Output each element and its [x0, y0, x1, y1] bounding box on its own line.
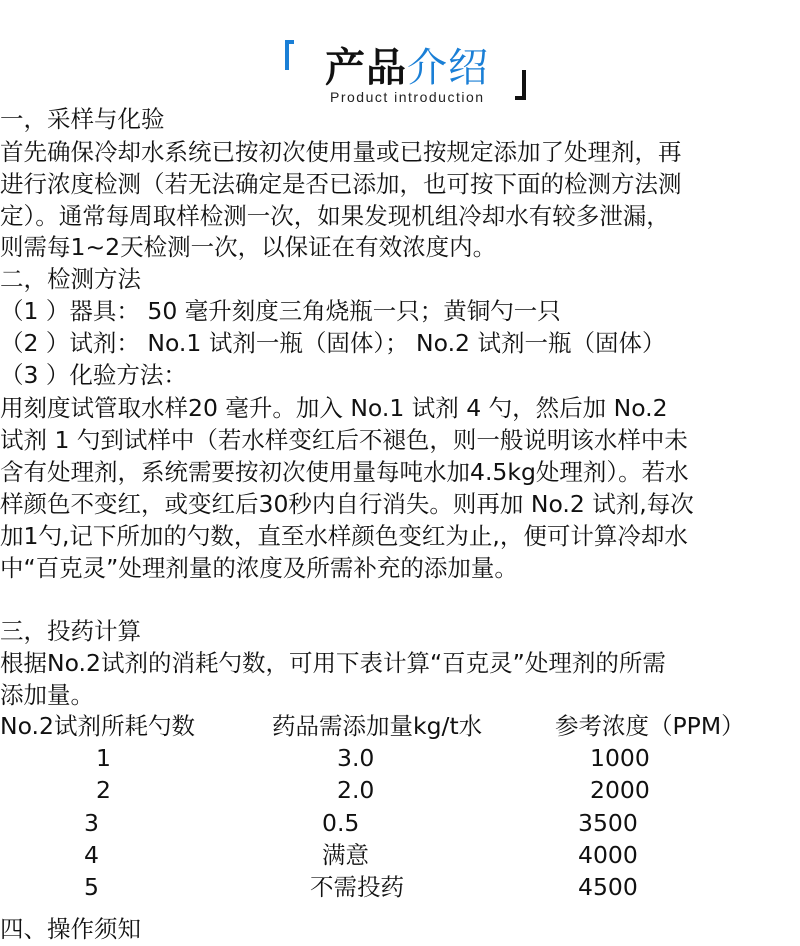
table-cell: 不需投药 — [310, 873, 404, 901]
list-item: （3 ）化验方法： — [0, 361, 187, 389]
paragraph-line: 中“百克灵”处理剂量的浓度及所需补充的添加量。 — [0, 554, 518, 582]
paragraph-line: 试剂 1 勺到试样中（若水样变红后不褪色，则一般说明该水样中未 — [0, 426, 688, 454]
paragraph-line: 加1勺,记下所加的勺数，直至水样颜色变红为止,，便可计算冷却水 — [0, 522, 688, 550]
table-cell: 0.5 — [322, 809, 360, 837]
product-intro-header — [0, 0, 800, 110]
page-title-bold: 产品 — [325, 45, 407, 91]
table-header: No.2试剂所耗勺数 — [0, 712, 195, 740]
right-bracket-decoration — [515, 70, 526, 100]
table-header: 药品需添加量kg/t水 — [272, 712, 483, 740]
list-item: （1 ）器具： 50 毫升刻度三角烧瓶一只；黄铜勺一只 — [0, 297, 561, 325]
table-cell: 5 — [84, 873, 99, 901]
table-cell: 满意 — [322, 841, 369, 869]
table-cell: 3500 — [578, 809, 638, 837]
table-cell: 4500 — [578, 873, 638, 901]
page-title — [325, 40, 489, 96]
table-cell: 2 — [96, 776, 111, 804]
section-heading: 二，检测方法 — [0, 265, 141, 293]
table-cell: 3 — [84, 809, 99, 837]
page-title-accent: 介绍 — [407, 45, 489, 91]
table-cell: 4 — [84, 841, 99, 869]
table-cell: 1000 — [590, 744, 650, 772]
table-cell: 3.0 — [337, 744, 375, 772]
paragraph-line: 用刻度试管取水样20 毫升。加入 No.1 试剂 4 勺，然后加 No.2 — [0, 394, 668, 422]
table-cell: 2.0 — [337, 776, 375, 804]
paragraph-line: 则需每1~2天检测一次，以保证在有效浓度内。 — [0, 233, 497, 261]
section-heading: 一，采样与化验 — [0, 105, 165, 133]
table-header: 参考浓度（PPM） — [555, 712, 745, 740]
paragraph-line: 定）。通常每周取样检测一次，如果发现机组冷却水有较多泄漏， — [0, 202, 670, 230]
section-heading: 四、操作须知 — [0, 915, 141, 943]
paragraph-line: 首先确保冷却水系统已按初次使用量或已按规定添加了处理剂，再 — [0, 138, 682, 166]
list-item: （2 ）试剂： No.1 试剂一瓶（固体）； No.2 试剂一瓶（固体） — [0, 329, 666, 357]
paragraph-line: 进行浓度检测（若无法确定是否已添加，也可按下面的检测方法测 — [0, 170, 682, 198]
page-subtitle: Product introduction — [330, 89, 485, 105]
section-heading: 三，投药计算 — [0, 617, 141, 645]
table-cell: 4000 — [578, 841, 638, 869]
paragraph-line: 样颜色不变红，或变红后30秒内自行消失。则再加 No.2 试剂,每次 — [0, 490, 694, 518]
paragraph-line: 添加量。 — [0, 681, 94, 709]
left-bracket-decoration — [285, 40, 294, 70]
paragraph-line: 根据No.2试剂的消耗勺数，可用下表计算“百克灵”处理剂的所需 — [0, 649, 666, 677]
table-cell: 1 — [96, 744, 111, 772]
table-cell: 2000 — [590, 776, 650, 804]
paragraph-line: 含有处理剂，系统需要按初次使用量每吨水加4.5kg处理剂）。若水 — [0, 458, 689, 486]
